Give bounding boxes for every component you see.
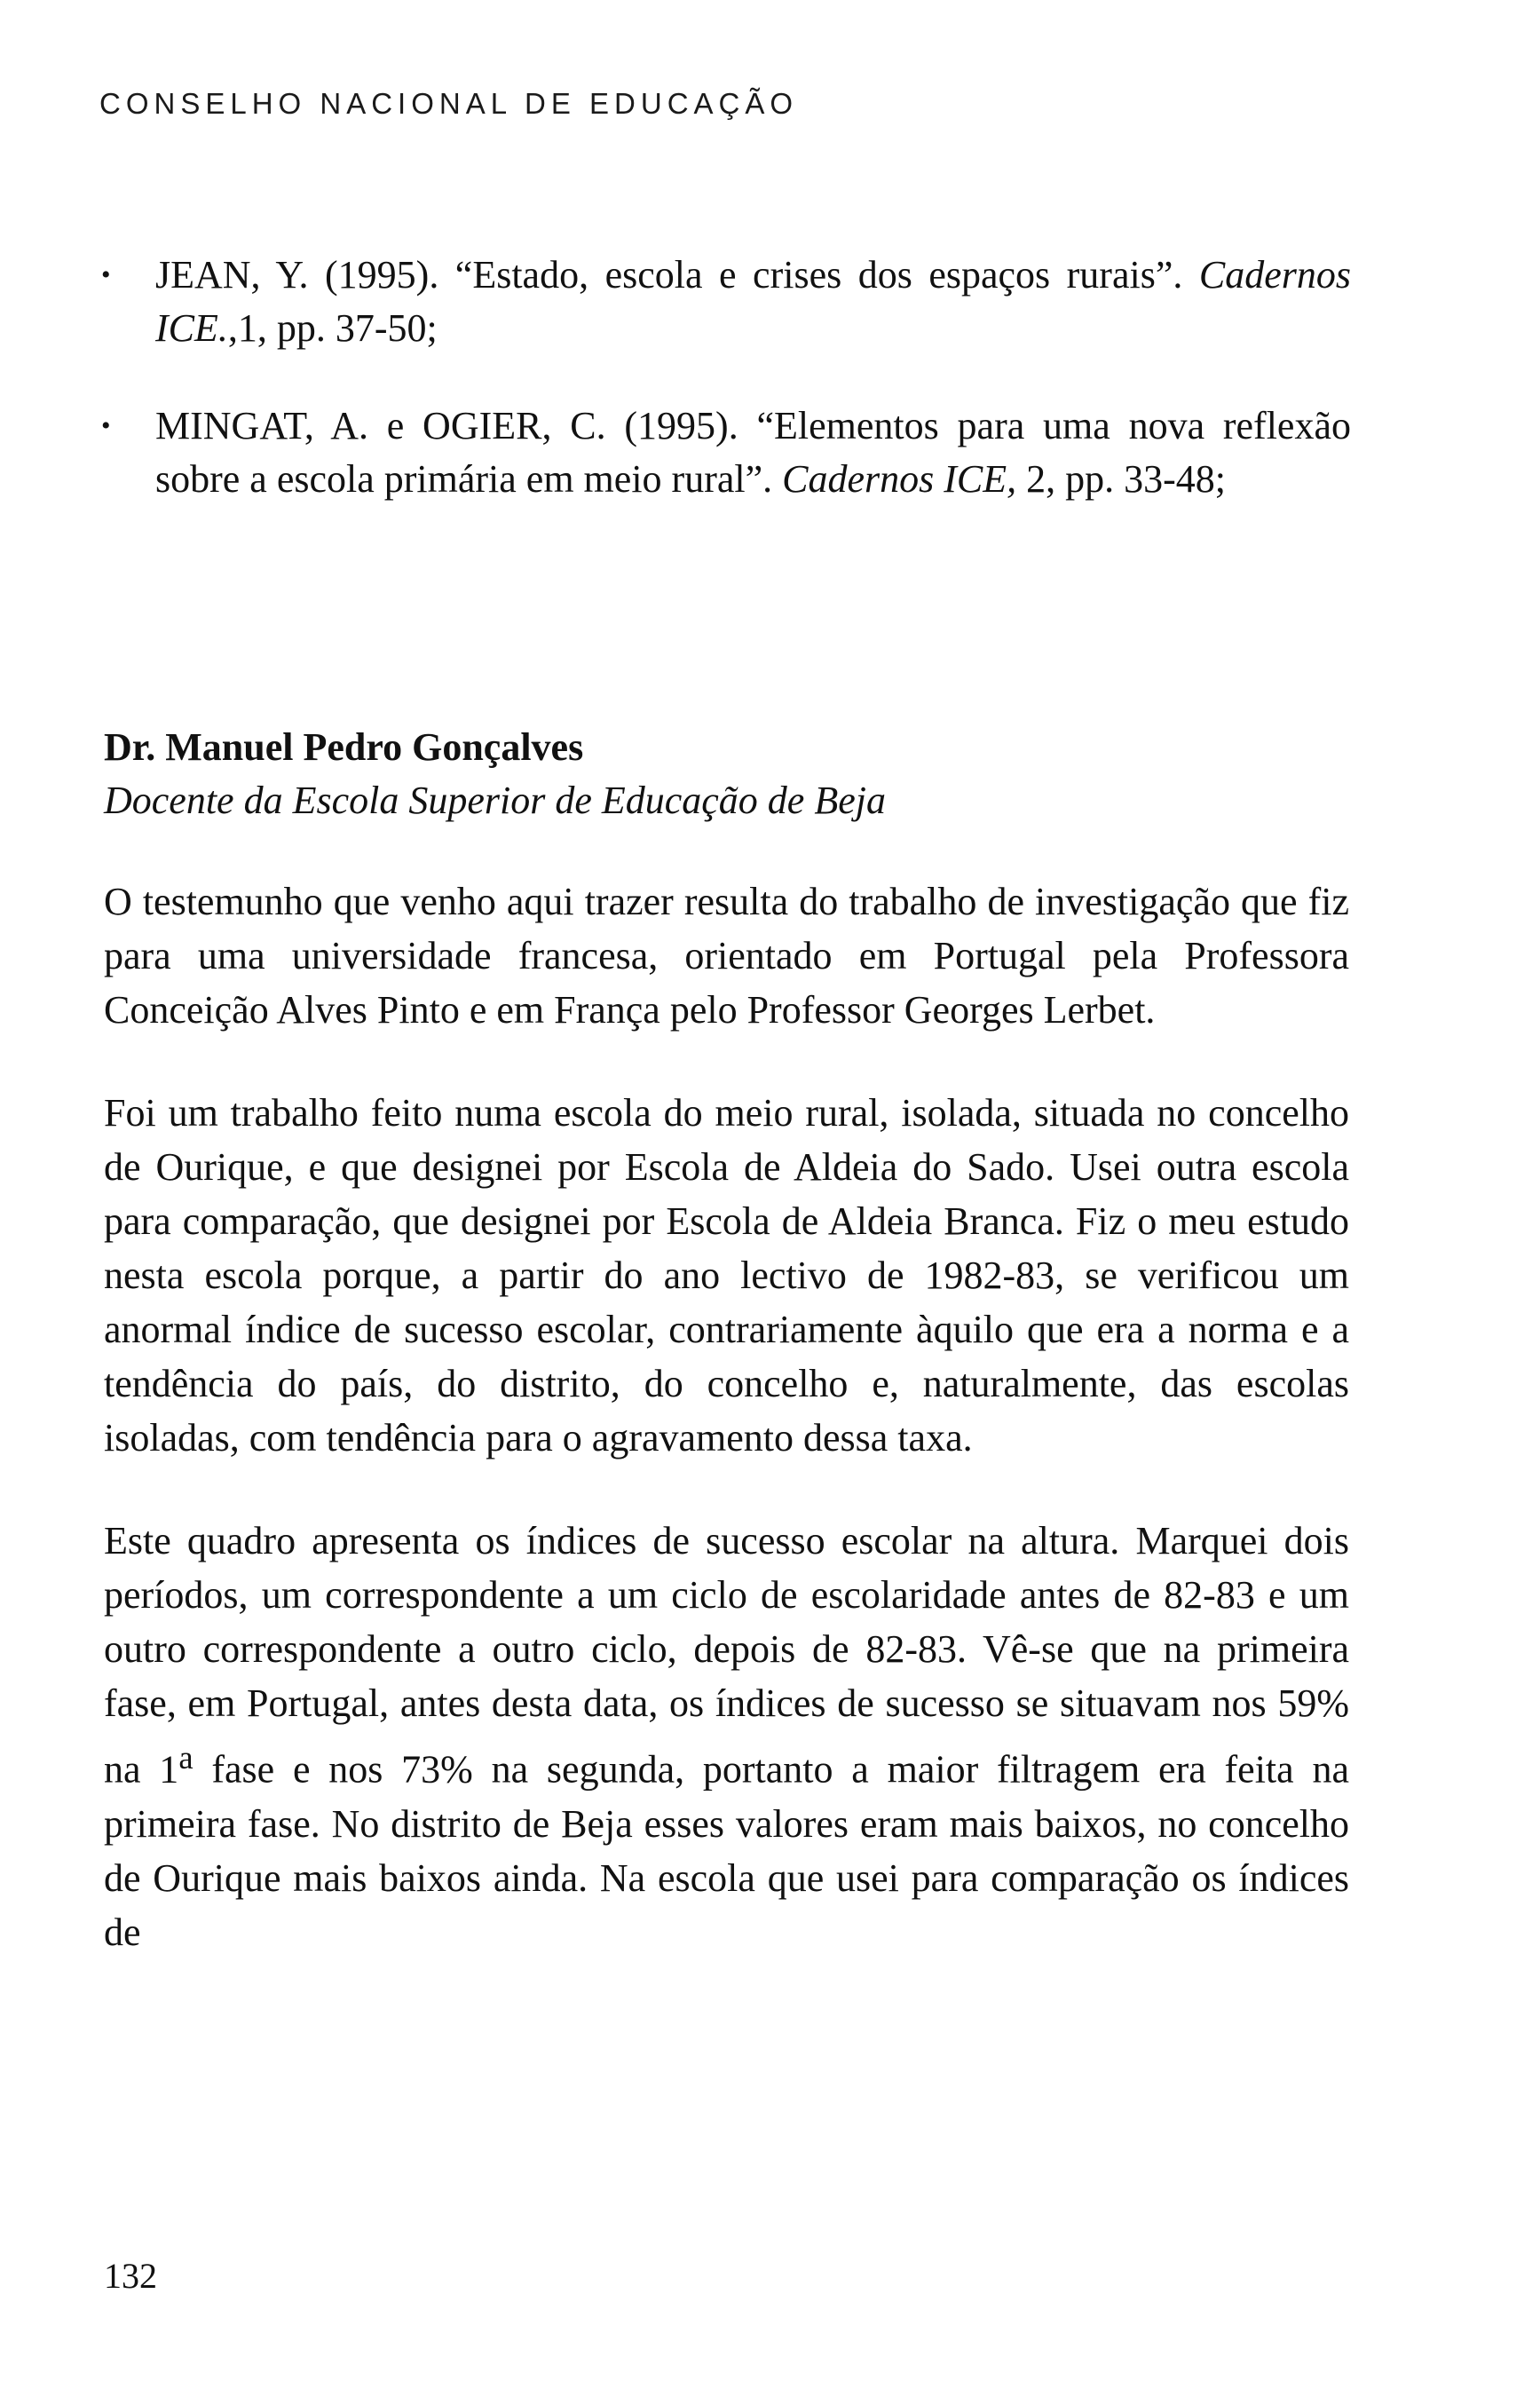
paragraph-text: Este quadro apresenta os índices de sucesso escolar na altura. Marquei dois períodos, um correspondente a um ciclo de escolaridade antes de 82-83 e um outro correspondente a outro ciclo, depois de 82-83. Vê-se que na primeira fase, em Portugal, antes desta data, os índices de sucesso se situavam nos 59% na 1 [104,1519,1349,1792]
author-name: Dr. Manuel Pedro Gonçalves [104,725,584,769]
bullet-icon: • [101,411,111,440]
reference-text: MINGAT, A. e OGIER, C. (1995). “Elementos para uma nova reflexão sobre a escola primária em meio rural”. [155,404,1351,501]
reference-list [99,249,1351,506]
reference-item-jean [99,249,1351,355]
paragraph: Foi um trabalho feito numa escola do meio rural, isolada, situada no concelho de Ourique, e que designei por Escola de Aldeia do Sado. Usei outra escola para comparação, que designei por Escola de Aldeia Branca. Fiz o meu estudo nesta escola porque, a partir do ano lectivo de 1982-83, se verificou um anormal índice de sucesso escolar, contrariamente àquilo que era a norma e a tendência do país, do distrito, do concelho e, naturalmente, das escolas isoladas, com tendência para o agravamento dessa taxa. [104,1091,1349,1460]
reference-item-mingat [99,399,1351,506]
reference-pages: ,1, pp. 37-50; [227,306,438,350]
bullet-icon: • [101,260,111,289]
author-block [104,721,1347,827]
reference-text: JEAN, Y. (1995). “Estado, escola e crises dos espaços rurais”. [155,253,1199,297]
running-header: CONSELHO NACIONAL DE EDUCAÇÃO [99,87,799,120]
reference-journal: Cadernos ICE, [782,457,1017,501]
page-number: 132 [104,2256,157,2296]
reference-journal: Cadernos ICE. [155,253,1351,350]
author-role: Docente da Escola Superior de Educação de Beja [104,779,886,822]
reference-pages: 2, pp. 33-48; [1016,457,1227,501]
ordinal-superscript: a [178,1739,193,1776]
body-text [104,874,1349,1959]
paragraph [104,1514,1349,1959]
paragraph: O testemunho que venho aqui trazer resulta do trabalho de investigação que fiz para uma universidade francesa, orientado em Portugal pela Professora Conceição Alves Pinto e em França pelo Professor Georges Lerbet. [104,880,1349,1032]
paragraph-text: fase e nos 73% na segunda, portanto a maior filtragem era feita na primeira fase. No distrito de Beja esses valores eram mais baixos, no concelho de Ourique mais baixos ainda. Na escola que usei para comparação os índices de [104,1747,1349,1954]
